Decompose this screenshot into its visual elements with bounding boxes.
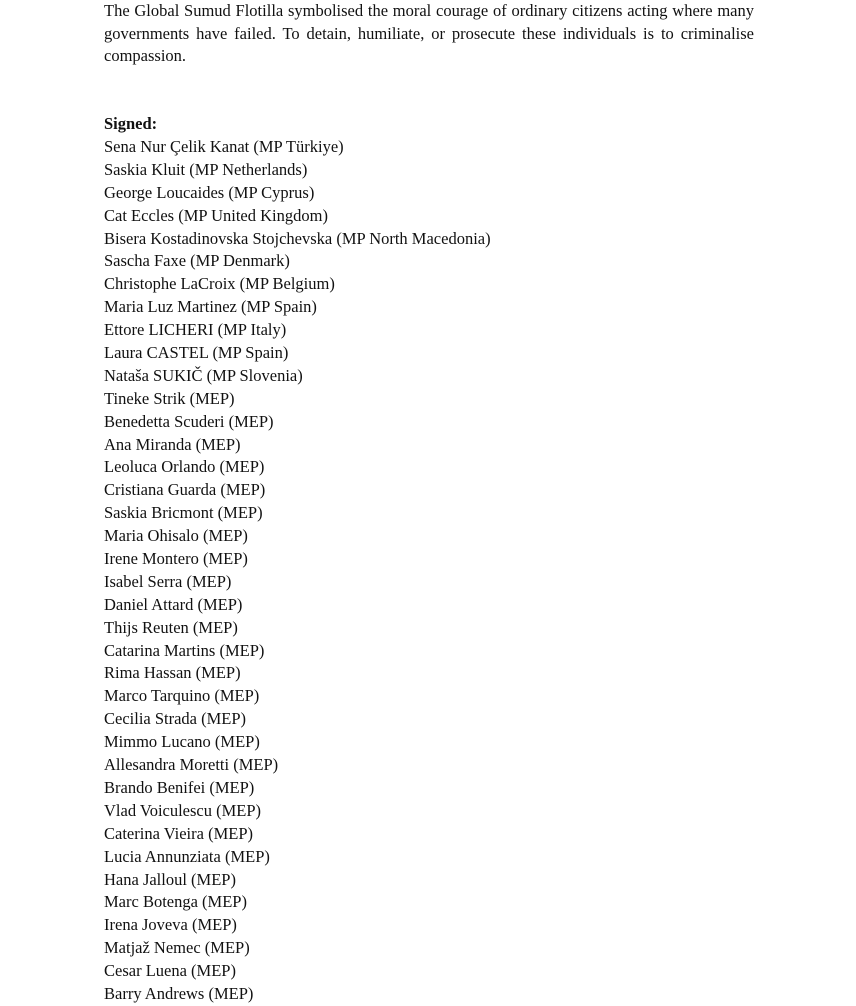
signatory: Thijs Reuten (MEP): [104, 617, 238, 637]
signatory: Ana Miranda (MEP): [104, 434, 241, 454]
signatory: Isabel Serra (MEP): [104, 571, 232, 591]
signatory: Lucia Annunziata (MEP): [104, 846, 270, 866]
signatory: Rima Hassan (MEP): [104, 663, 241, 683]
signatory: Maria Ohisalo (MEP): [104, 526, 248, 546]
signed-heading: Signed:: [104, 114, 158, 133]
signatory: Cecilia Strada (MEP): [104, 709, 247, 729]
signatory: Bisera Kostadinovska Stojchevska (MP North Macedonia): [104, 228, 491, 248]
signatory: Allesandra Moretti (MEP): [104, 755, 279, 775]
signatory: Cesar Luena (MEP): [104, 961, 236, 981]
signatory: Irena Joveva (MEP): [104, 915, 237, 935]
signatory: Saskia Bricmont (MEP): [104, 503, 263, 523]
intro-paragraph: The Global Sumud Flotilla symbolised the moral courage of ordinary citizens acting where many governments have failed. To detain, humiliate, or prosecute these individuals is to criminalise compassion.: [104, 1, 754, 65]
signatory: Tineke Strik (MEP): [104, 388, 235, 408]
signatory: Ettore LICHERI (MP Italy): [104, 320, 287, 340]
signatory: Cristiana Guarda (MEP): [104, 480, 266, 500]
signatory: Cat Eccles (MP United Kingdom): [104, 205, 328, 225]
signatory: Saskia Kluit (MP Netherlands): [104, 159, 308, 179]
signatory: Barry Andrews (MEP): [104, 983, 254, 1003]
signatory: Leoluca Orlando (MEP): [104, 457, 265, 477]
signatory: Maria Luz Martinez (MP Spain): [104, 297, 317, 317]
signatory: Marc Botenga (MEP): [104, 892, 247, 912]
signatory: Daniel Attard (MEP): [104, 594, 243, 614]
signatory: Sascha Faxe (MP Denmark): [104, 251, 290, 271]
signatory: Nataša SUKIČ (MP Slovenia): [104, 365, 303, 385]
signatory: Irene Montero (MEP): [104, 549, 248, 569]
signatory: Caterina Vieira (MEP): [104, 823, 253, 843]
signatory-list: [104, 136, 491, 1006]
signatory: Benedetta Scuderi (MEP): [104, 411, 274, 431]
signatory: Catarina Martins (MEP): [104, 640, 265, 660]
signatory: Christophe LaCroix (MP Belgium): [104, 274, 335, 294]
signatory: Matjaž Nemec (MEP): [104, 938, 250, 958]
signatory: Marco Tarquino (MEP): [104, 686, 260, 706]
signatory: Mimmo Lucano (MEP): [104, 732, 260, 752]
signatory: Hana Jalloul (MEP): [104, 869, 236, 889]
signatory: Laura CASTEL (MP Spain): [104, 343, 289, 363]
signatory: Sena Nur Çelik Kanat (MP Türkiye): [104, 137, 344, 156]
signatory: George Loucaides (MP Cyprus): [104, 182, 315, 202]
signatory: Brando Benifei (MEP): [104, 777, 255, 797]
signatory: Vlad Voiculescu (MEP): [104, 800, 262, 820]
